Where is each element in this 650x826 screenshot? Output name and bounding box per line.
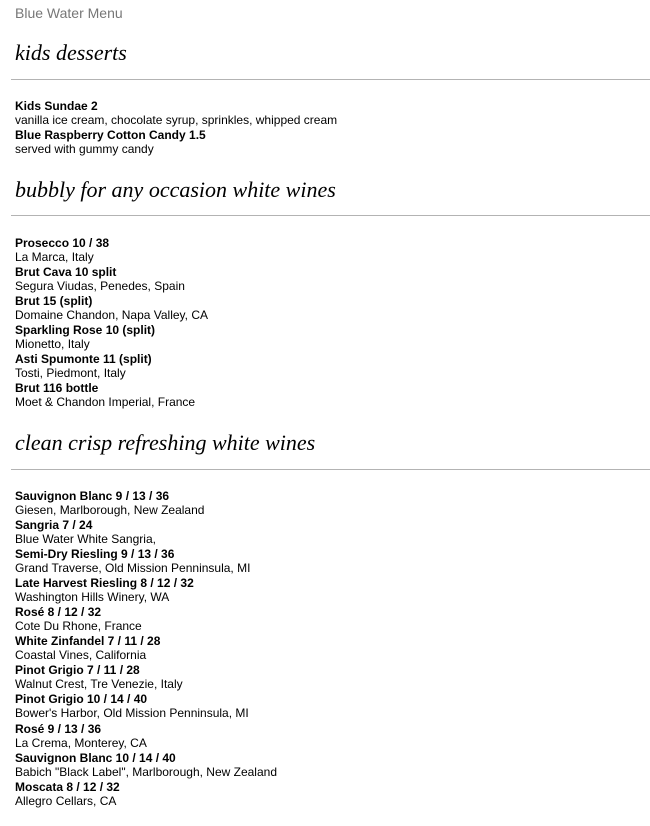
menu-item-description: Coastal Vines, California xyxy=(15,648,147,662)
menu-item-description: Segura Viudas, Penedes, Spain xyxy=(15,279,185,293)
menu-item xyxy=(15,489,204,517)
menu-item xyxy=(15,265,185,293)
section-title-kids-desserts: kids desserts xyxy=(15,40,127,65)
menu-item-description: Washington Hills Winery, WA xyxy=(15,590,170,604)
menu-item-description: Giesen, Marlborough, New Zealand xyxy=(15,503,205,517)
menu-item xyxy=(15,236,109,264)
menu-item-name: Late Harvest Riesling 8 / 12 / 32 xyxy=(15,576,194,590)
menu-item-description: served with gummy candy xyxy=(15,142,154,156)
menu-item-description: Tosti, Piedmont, Italy xyxy=(15,366,126,380)
menu-item-name: Semi-Dry Riesling 9 / 13 / 36 xyxy=(15,547,175,561)
menu-item-name: Brut 116 bottle xyxy=(15,381,99,395)
menu-item xyxy=(15,576,194,604)
menu-item-name: Sauvignon Blanc 10 / 14 / 40 xyxy=(15,751,176,765)
section-title-clean-crisp-white-wines: clean crisp refreshing white wines xyxy=(15,430,316,455)
menu-item-description: Walnut Crest, Tre Venezie, Italy xyxy=(15,677,183,691)
menu-item xyxy=(15,352,152,380)
page-header: Blue Water Menu xyxy=(15,5,123,21)
menu-item-description: Blue Water White Sangria, xyxy=(15,532,156,546)
menu-item-name: Prosecco 10 / 38 xyxy=(15,236,110,250)
menu-item-name: Pinot Grigio 10 / 14 / 40 xyxy=(15,692,148,706)
menu-item-name: Moscata 8 / 12 / 32 xyxy=(15,780,120,794)
menu-item xyxy=(15,381,195,409)
menu-item-description: La Crema, Monterey, CA xyxy=(15,736,147,750)
menu-item-name: Sparkling Rose 10 (split) xyxy=(15,323,156,337)
menu-item xyxy=(15,605,142,633)
menu-item-description: La Marca, Italy xyxy=(15,250,94,264)
menu-item xyxy=(15,692,249,720)
menu-item-description: Allegro Cellars, CA xyxy=(15,794,117,808)
section-divider xyxy=(11,215,650,216)
menu-item xyxy=(15,547,250,575)
menu-item-name: Asti Spumonte 11 (split) xyxy=(15,352,152,366)
menu-item-description: Moet & Chandon Imperial, France xyxy=(15,395,196,409)
menu-item-description: Mionetto, Italy xyxy=(15,337,90,351)
menu-item-description: vanilla ice cream, chocolate syrup, sprinkles, whipped cream xyxy=(15,113,338,127)
menu-item-name: Kids Sundae 2 xyxy=(15,99,98,113)
section-divider xyxy=(11,469,650,470)
menu-item xyxy=(15,323,155,351)
menu-item xyxy=(15,518,156,546)
menu-item xyxy=(15,751,277,779)
menu-item-name: Pinot Grigio 7 / 11 / 28 xyxy=(15,663,140,677)
menu-item-name: White Zinfandel 7 / 11 / 28 xyxy=(15,634,161,648)
menu-item-description: Babich "Black Label", Marlborough, New Zealand xyxy=(15,765,277,779)
menu-item-name: Blue Raspberry Cotton Candy 1.5 xyxy=(15,128,206,142)
menu-item-name: Brut Cava 10 split xyxy=(15,265,117,279)
menu-item xyxy=(15,294,208,322)
menu-item-description: Grand Traverse, Old Mission Penninsula, MI xyxy=(15,561,251,575)
menu-item xyxy=(15,634,160,662)
menu-item xyxy=(15,128,206,156)
menu-item-name: Rosé 8 / 12 / 32 xyxy=(15,605,102,619)
menu-item-name: Sangria 7 / 24 xyxy=(15,518,93,532)
section-title-bubbly-white-wines: bubbly for any occasion white wines xyxy=(15,177,336,202)
menu-item-name: Rosé 9 / 13 / 36 xyxy=(15,722,102,736)
menu-item xyxy=(15,722,147,750)
menu-item-description: Domaine Chandon, Napa Valley, CA xyxy=(15,308,208,322)
section-divider xyxy=(11,79,650,80)
menu-item-description: Cote Du Rhone, France xyxy=(15,619,142,633)
menu-item-description: Bower's Harbor, Old Mission Penninsula, MI xyxy=(15,706,249,720)
menu-item xyxy=(15,780,120,808)
menu-item-name: Sauvignon Blanc 9 / 13 / 36 xyxy=(15,489,170,503)
menu-item-name: Brut 15 (split) xyxy=(15,294,93,308)
menu-item xyxy=(15,663,183,691)
menu-item xyxy=(15,99,337,127)
